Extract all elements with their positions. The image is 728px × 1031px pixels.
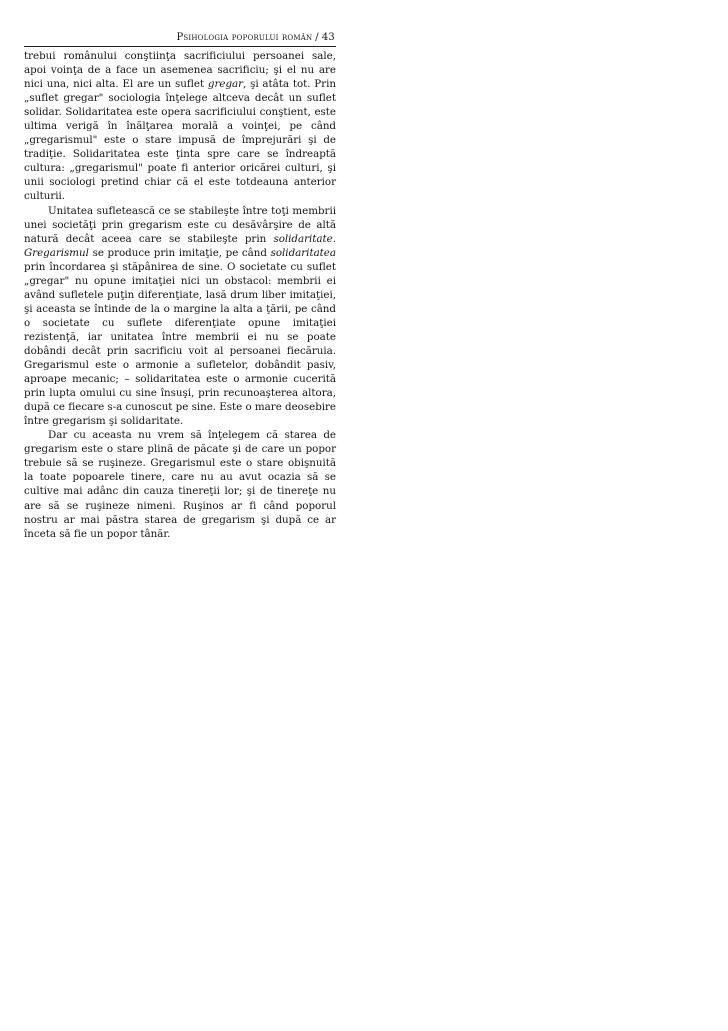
paragraph-3	[24, 428, 336, 540]
body-text	[24, 49, 336, 541]
text-run: trebui românului conştiinţa sacrificiului persoanei sale, apoi voinţa de a face un asemenea sacrificiu; şi el nu are nici una, nici alta. El are un suflet	[24, 50, 336, 91]
italic-term: solidaritatea	[270, 246, 336, 259]
page-number: 43	[321, 32, 335, 43]
text-run: .	[332, 232, 336, 245]
running-header-separator: /	[315, 32, 319, 43]
text-run: se produce prin imitaţie, pe când	[88, 246, 271, 259]
italic-term: Gregarismul	[24, 246, 89, 259]
italic-term: solidaritate	[273, 232, 333, 245]
running-header	[24, 32, 336, 45]
text-run: , şi atâta tot. Prin „suflet gregar" sociologia înţelege altceva decât un suflet solidar. Solidaritatea este opera sacrificiului conştient, este ultima verigă în înălţarea morală a voinţei, pe când „gregarismul" este o stare impusă de împrejurări şi de tradiţie. Solidaritatea este ţinta spre care se îndreaptă cultura: „gregarismul" poate fi anterior oricărei culturi, şi unii sociologi pretind chiar că el este totdeauna anterior culturii.	[24, 78, 336, 203]
text-run: Dar cu aceasta nu vrem să înţelegem că starea de gregarism este o stare plină de păcate şi de care un popor trebuie să se ruşineze. Gregarismul este o stare obişnuită la toate popoarele tinere, care nu au avut ocazia să se cultive mai adânc din cauza tinereţii lor; şi de tinereţe nu are să se ruşineze nimeni. Ruşinos ar fi când poporul nostru ar mai păstra starea de gregarism şi după ce ar înceta să fie un popor tânăr.	[24, 429, 336, 540]
paragraph-2	[24, 204, 336, 429]
text-run: Unitatea sufletească ce se stabileşte între toţi membrii unei societăţi prin gregarism este cu desăvârşire de altă natură decât aceea care se stabileşte prin	[24, 204, 336, 245]
book-page	[24, 32, 336, 541]
text-run: prin încordarea şi stăpânirea de sine. O societate cu suflet „gregar" nu opune imitaţiei nici un obstacol: membrii ei având sufletele puţin diferenţiate, lasă drum liber imitaţiei, şi aceasta se întinde de la o margine la alta a ţării, pe când o societate cu suflete diferenţiate opune imitaţiei rezistenţă, iar unitatea între membrii ei nu se poate dobândi decât prin sacrificiu voit al persoanei fiecăruia. Gregarismul este o armonie a sufletelor, dobândit pasiv, aproape mecanic; – solidaritatea este o armonie cucerită prin lupta omului cu sine însuşi, prin recunoaşterea altora, după ce fiecare s-a cunoscut pe sine. Este o mare deosebire între gregarism şi solidaritate.	[24, 260, 337, 428]
italic-term: gregar	[207, 78, 244, 91]
header-rule	[24, 46, 336, 47]
running-header-title: Psihologia poporului român	[176, 32, 313, 43]
paragraph-1	[24, 49, 336, 204]
